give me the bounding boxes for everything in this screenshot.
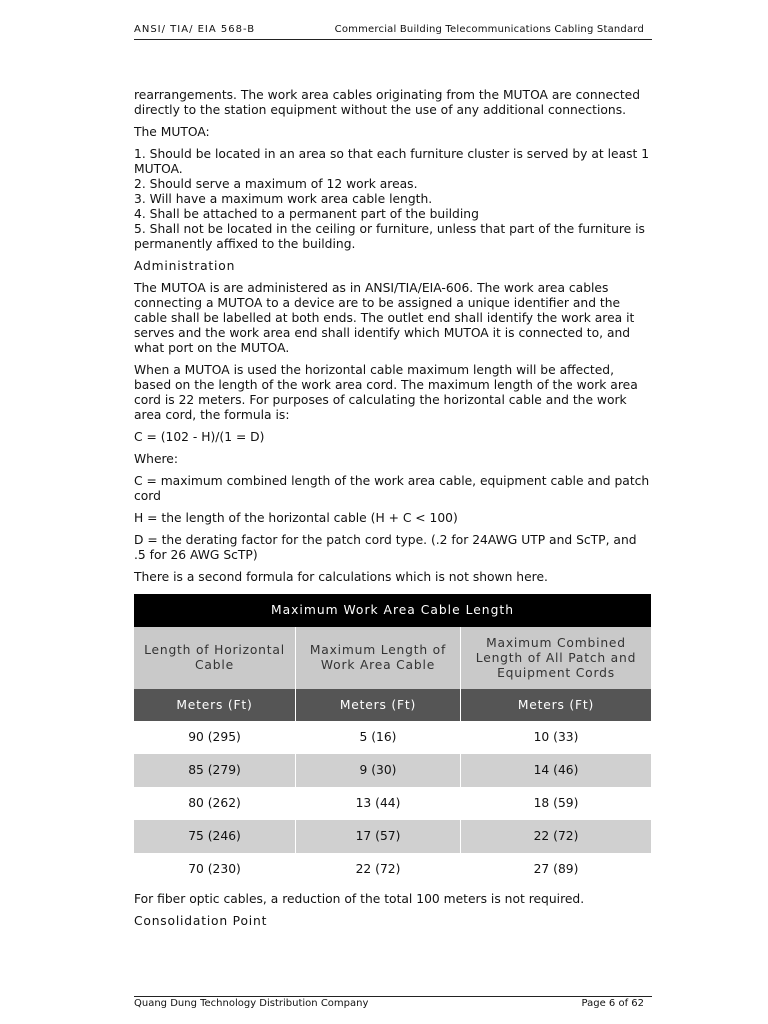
list-item: 3. Will have a maximum work area cable length. (134, 192, 433, 206)
fiber-note: For fiber optic cables, a reduction of the total 100 meters is not required. (134, 892, 585, 906)
table-cell: 18 (59) (533, 796, 579, 810)
unit-header: Meters (Ft) (461, 689, 652, 721)
column-header: Maximum Combined Length of All Patch and Equipment Cords (461, 627, 652, 689)
table-cell: 22 (72) (461, 820, 652, 853)
second-formula-note: There is a second formula for calculations which is not shown here. (134, 570, 548, 584)
table-title-row (134, 594, 651, 627)
unit-header: Meters (Ft) (296, 689, 461, 721)
table-cell: 9 (30) (296, 754, 461, 787)
table-cell: 75 (246) (134, 820, 296, 853)
table-cell: 13 (44) (296, 787, 461, 820)
formula: C = (102 - H)/(1 = D) (134, 430, 265, 444)
header-standard-title: Commercial Building Telecommunications Cabling Standard (334, 24, 644, 35)
page-body (134, 88, 652, 936)
table-row (134, 820, 651, 853)
list-item: 2. Should serve a maximum of 12 work areas. (134, 177, 418, 191)
column-header: Length of Horizontal Cable (134, 627, 296, 689)
table-cell: 10 (33) (533, 730, 579, 744)
table-row (134, 787, 651, 820)
list-item: 4. Shall be attached to a permanent part of the building (134, 207, 479, 221)
table-cell: 85 (279) (134, 754, 296, 787)
footer-company: Quang Dung Technology Distribution Company (134, 998, 369, 1009)
where-label: Where: (134, 452, 179, 466)
header-divider (134, 39, 652, 40)
h-definition: H = the length of the horizontal cable (H + C < 100) (134, 511, 458, 525)
mutoa-label: The MUTOA: (134, 125, 210, 139)
table-row (134, 754, 651, 787)
column-header: Maximum Length of Work Area Cable (296, 627, 461, 689)
mutoa-requirements-list (134, 147, 652, 252)
table-cell: 27 (89) (533, 862, 579, 876)
table-cell: 90 (295) (134, 721, 296, 754)
table-cell: 14 (46) (461, 754, 652, 787)
table-cell: 22 (72) (296, 853, 461, 886)
d-definition: D = the derating factor for the patch cord type. (.2 for 24AWG UTP and ScTP, and .5 for 26 AWG ScTP) (134, 533, 637, 562)
table-row (134, 721, 651, 754)
consolidation-point-heading: Consolidation Point (134, 914, 268, 928)
table-cell: 17 (57) (296, 820, 461, 853)
administration-paragraph: The MUTOA is are administered as in ANSI/TIA/EIA-606. The work area cables connecting a MUTOA to a device are to be assigned a unique identifier and the cable shall be labelled at both ends. The outlet end shall identify the work area it serves and the work area end shall identify which MUTOA it is connected to, and what port on the MUTOA. (134, 281, 635, 355)
table-cell: 5 (16) (296, 721, 461, 754)
administration-heading: Administration (134, 259, 236, 273)
page-number: Page 6 of 62 (581, 998, 644, 1009)
table-cell: 70 (230) (134, 853, 296, 886)
list-item: 1. Should be located in an area so that each furniture cluster is served by at least 1 MUTOA. (134, 147, 650, 176)
work-area-cable-length-table (134, 594, 651, 886)
page-header (134, 24, 652, 39)
header-standard-id: ANSI/ TIA/ EIA 568-B (134, 24, 256, 35)
table-header-row (134, 627, 651, 689)
table-row (134, 853, 651, 886)
list-item: 5. Shall not be located in the ceiling or furniture, unless that part of the furniture is permanently affixed to the building. (134, 222, 645, 251)
table-units-row (134, 689, 651, 721)
mutoa-length-paragraph: When a MUTOA is used the horizontal cable maximum length will be affected, based on the length of the work area cord. The maximum length of the work area cord is 22 meters. For purposes of calculating the horizontal cable and the work area cord, the formula is: (134, 363, 638, 422)
footer-divider (134, 996, 652, 997)
intro-paragraph: rearrangements. The work area cables originating from the MUTOA are connected directly to the station equipment without the use of any additional connections. (134, 88, 641, 117)
table-cell: 80 (262) (134, 787, 296, 820)
c-definition: C = maximum combined length of the work area cable, equipment cable and patch cord (134, 474, 650, 503)
unit-header: Meters (Ft) (134, 689, 296, 721)
table-title: Maximum Work Area Cable Length (134, 594, 651, 627)
